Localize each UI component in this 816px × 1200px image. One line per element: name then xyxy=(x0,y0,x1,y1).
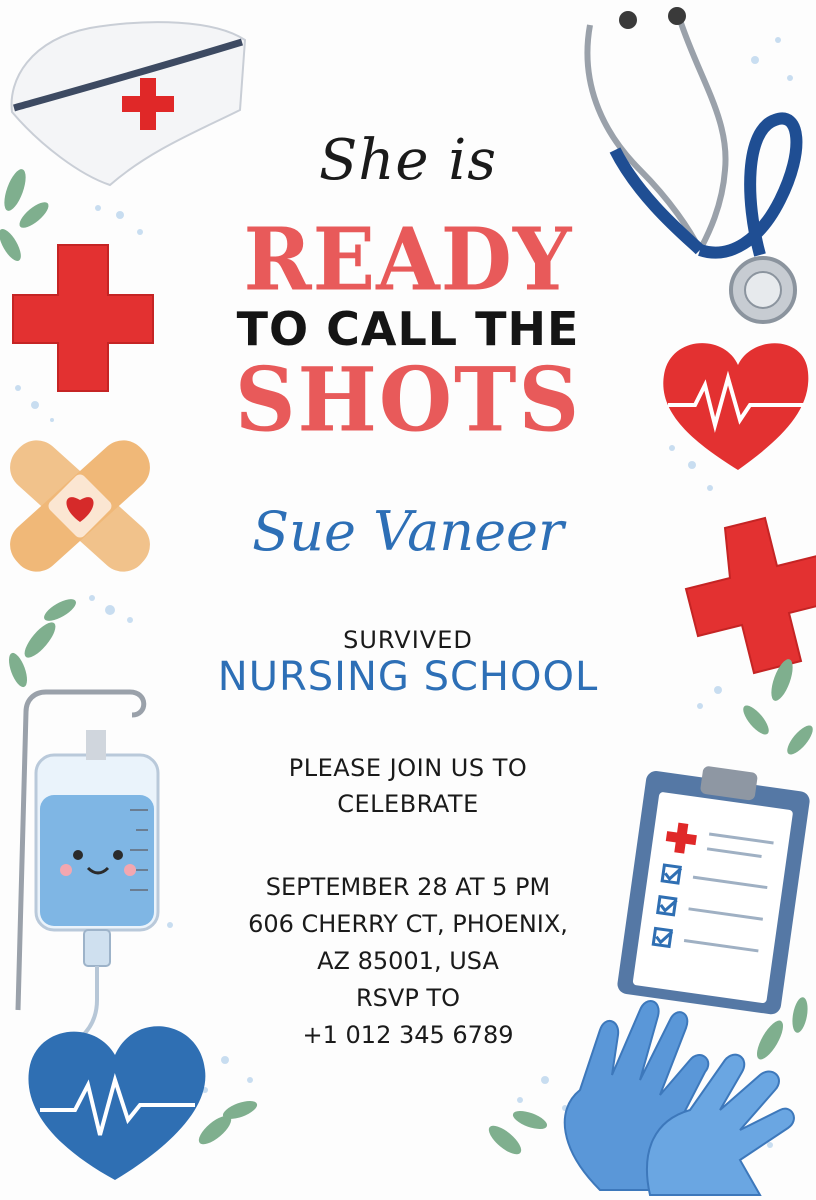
headline-shots: SHOTS xyxy=(234,347,582,452)
heartbeat-heart-icon xyxy=(28,1026,205,1180)
event-date: SEPTEMBER 28 AT 5 PM xyxy=(265,873,551,901)
rsvp-phone: +1 012 345 6789 xyxy=(302,1021,514,1049)
join-line-2: CELEBRATE xyxy=(337,790,479,818)
headline-to-call: TO CALL THE xyxy=(236,302,580,356)
event-address-line-2: AZ 85001, USA xyxy=(317,947,499,975)
headline-script: She is xyxy=(318,128,498,193)
rsvp-label: RSVP TO xyxy=(356,984,460,1012)
join-line-1: PLEASE JOIN US TO xyxy=(288,754,528,782)
survived-label: SURVIVED xyxy=(343,626,473,654)
event-address-line-1: 606 CHERRY CT, PHOENIX, xyxy=(248,910,568,938)
honoree-name: Sue Vaneer xyxy=(252,500,564,563)
school-label: NURSING SCHOOL xyxy=(217,654,599,700)
headline-ready: READY xyxy=(243,209,573,311)
